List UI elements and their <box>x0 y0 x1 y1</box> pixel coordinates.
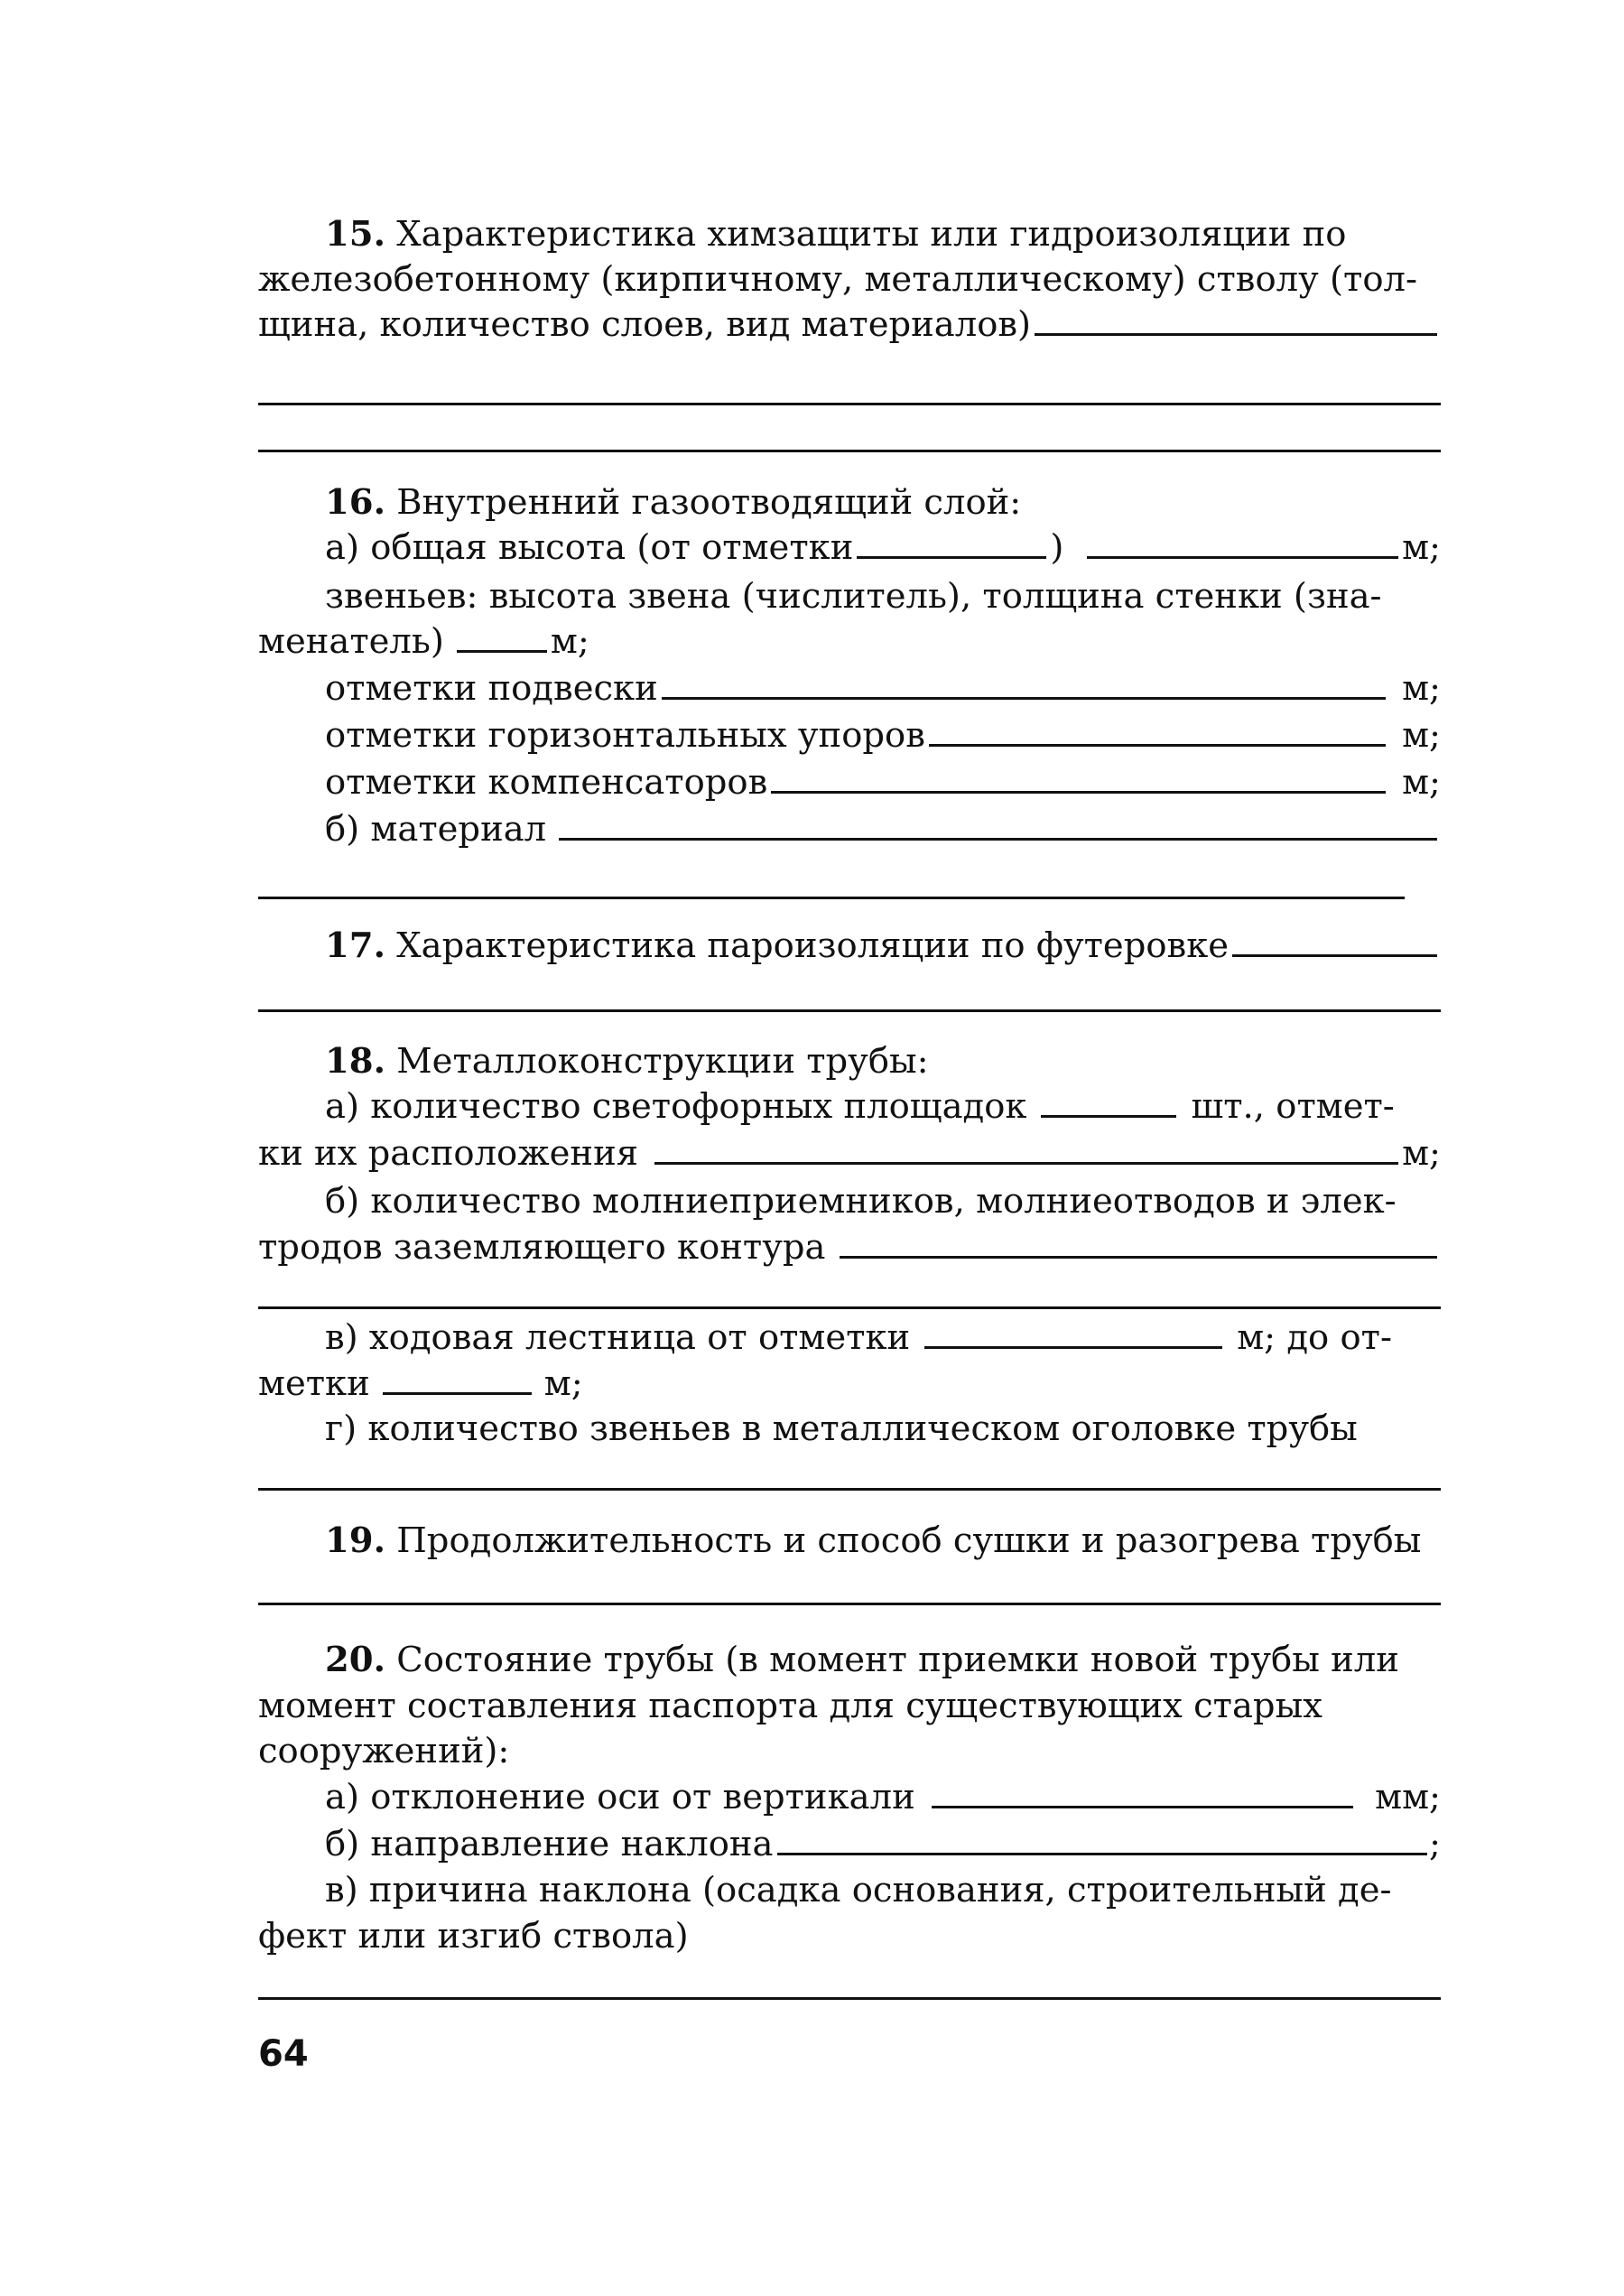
s16-hang-text: отметки подвески <box>325 668 658 709</box>
s16-comp-line <box>258 758 1441 808</box>
s18-v-text-1b: м; до от- <box>1237 1317 1392 1358</box>
s18-v-line-2 <box>258 1359 1441 1409</box>
s18-a-text-2: ки их расположения <box>258 1133 639 1174</box>
s18-number: 18. <box>325 1041 385 1082</box>
s19-rule[interactable] <box>258 1603 1441 1605</box>
s15-line-1 <box>258 209 1441 260</box>
s16-a-unit: м; <box>1402 527 1441 568</box>
s16-z-line-2 <box>258 617 1441 667</box>
s16-z-line-1 <box>258 572 1441 622</box>
s18-v-text-2: метки <box>258 1363 370 1404</box>
s18-b-line-1 <box>258 1176 1441 1227</box>
s20-v-line-2 <box>258 1911 1441 1962</box>
s18-v-from-blank[interactable] <box>924 1317 1222 1349</box>
s17-blank[interactable] <box>1232 925 1437 957</box>
s16-z-unit: м; <box>550 621 589 662</box>
s19-line <box>258 1516 1441 1566</box>
s18-a-location-blank[interactable] <box>654 1133 1398 1165</box>
s16-hang-unit: м; <box>1402 668 1441 709</box>
s20-line-2 <box>258 1681 1441 1732</box>
s20-b-text: б) направление наклона <box>325 1824 774 1864</box>
s18-g-line <box>258 1404 1441 1455</box>
s18-g-text: г) количество звеньев в металлическом оголовке трубы <box>325 1408 1358 1449</box>
s16-title-line <box>258 478 1441 528</box>
s17-text: Характеристика пароизоляции по футеровке <box>396 925 1230 966</box>
s20-line-1 <box>258 1635 1441 1686</box>
s16-z-text-2: менатель) <box>258 621 444 662</box>
s15-number: 15. <box>325 214 385 255</box>
s18-b-text-1: б) количество молниеприемников, молниеотводов и элек- <box>325 1181 1397 1222</box>
s19-number: 19. <box>325 1520 385 1561</box>
s18-a-text-1: а) количество светофорных площадок <box>325 1086 1027 1127</box>
s17-line <box>258 921 1441 971</box>
s16-mat-line <box>258 804 1441 855</box>
s20-b-line <box>258 1819 1441 1870</box>
s16-hor-blank[interactable] <box>929 715 1386 747</box>
s20-v-line-1 <box>258 1865 1441 1916</box>
s16-a-line <box>258 523 1441 573</box>
s16-rule[interactable] <box>258 897 1405 899</box>
s20-text-1: Состояние трубы (в момент приемки новой трубы или <box>396 1640 1399 1680</box>
s18-a-text-1b: шт., отмет- <box>1191 1086 1395 1127</box>
s20-line-3 <box>258 1726 1441 1777</box>
s15-blank[interactable] <box>1035 304 1437 336</box>
s16-a-height-blank[interactable] <box>1087 527 1398 559</box>
s18-b-blank[interactable] <box>840 1227 1437 1259</box>
s18-a-unit: м; <box>1402 1133 1441 1174</box>
s17-number: 17. <box>325 925 385 966</box>
s20-b-blank[interactable] <box>777 1824 1428 1855</box>
s18-v-unit: м; <box>543 1363 583 1404</box>
s18-title-line <box>258 1036 1441 1087</box>
s20-rule[interactable] <box>258 1997 1441 2000</box>
s20-a-unit: мм; <box>1375 1777 1441 1817</box>
s18-a-count-blank[interactable] <box>1041 1086 1176 1118</box>
s16-mat-blank[interactable] <box>559 809 1437 841</box>
s16-title: Внутренний газоотводящий слой: <box>396 482 1022 523</box>
s15-line-3 <box>258 300 1441 350</box>
s15-text-3: щина, количество слоев, вид материалов) <box>258 304 1032 345</box>
s16-comp-text: отметки компенсаторов <box>325 762 768 803</box>
s16-mat-text: б) материал <box>325 809 547 850</box>
s20-text-3: сооружений): <box>258 1731 510 1771</box>
s18-title: Металлоконструкции трубы: <box>396 1041 929 1082</box>
s16-hang-line <box>258 664 1441 714</box>
s20-a-text: а) отклонение оси от вертикали <box>325 1777 915 1817</box>
s15-rule-2[interactable] <box>258 450 1441 452</box>
s16-a-paren: ) <box>1050 527 1064 568</box>
s16-hor-text: отметки горизонтальных упоров <box>325 715 925 756</box>
s15-text-2: железобетонному (кирпичному, металлическому) стволу (тол- <box>258 259 1417 300</box>
s20-a-line <box>258 1772 1441 1823</box>
s18-a-line-1 <box>258 1082 1441 1132</box>
s16-comp-blank[interactable] <box>771 762 1386 794</box>
s15-rule-1[interactable] <box>258 403 1441 405</box>
s20-v-text-2: фект или изгиб ствола) <box>258 1916 689 1957</box>
s16-hor-unit: м; <box>1402 715 1441 756</box>
s18-b-rule[interactable] <box>258 1306 1441 1309</box>
s20-v-text-1: в) причина наклона (осадка основания, строительный де- <box>325 1870 1392 1910</box>
s18-g-rule[interactable] <box>258 1488 1441 1491</box>
s16-comp-unit: м; <box>1402 762 1441 803</box>
s18-a-line-2 <box>258 1129 1441 1179</box>
s19-text: Продолжительность и способ сушки и разогрева трубы <box>396 1520 1422 1561</box>
s16-number: 16. <box>325 482 385 523</box>
s18-b-text-2: тродов заземляющего контура <box>258 1227 826 1268</box>
s16-a-from-blank[interactable] <box>857 527 1046 559</box>
s18-b-line-2 <box>258 1222 1441 1273</box>
s18-v-to-blank[interactable] <box>383 1363 532 1395</box>
s15-line-2 <box>258 255 1441 305</box>
s15-text-1: Характеристика химзащиты или гидроизоляции по <box>396 214 1347 255</box>
page-number: 64 <box>258 2033 309 2075</box>
s18-v-text-1: в) ходовая лестница от отметки <box>325 1317 911 1358</box>
s20-number: 20. <box>325 1640 385 1680</box>
s17-rule[interactable] <box>258 1009 1441 1012</box>
s20-a-blank[interactable] <box>932 1777 1353 1808</box>
s20-b-unit: ; <box>1429 1824 1441 1864</box>
s16-hor-line <box>258 711 1441 761</box>
s16-hang-blank[interactable] <box>662 668 1386 700</box>
s20-text-2: момент составления паспорта для существующих старых <box>258 1686 1322 1726</box>
s18-v-line-1 <box>258 1313 1441 1363</box>
s16-a-text: а) общая высота (от отметки <box>325 527 854 568</box>
s16-z-text-1: звеньев: высота звена (числитель), толщина стенки (зна- <box>325 576 1382 617</box>
s16-z-blank[interactable] <box>457 621 547 653</box>
